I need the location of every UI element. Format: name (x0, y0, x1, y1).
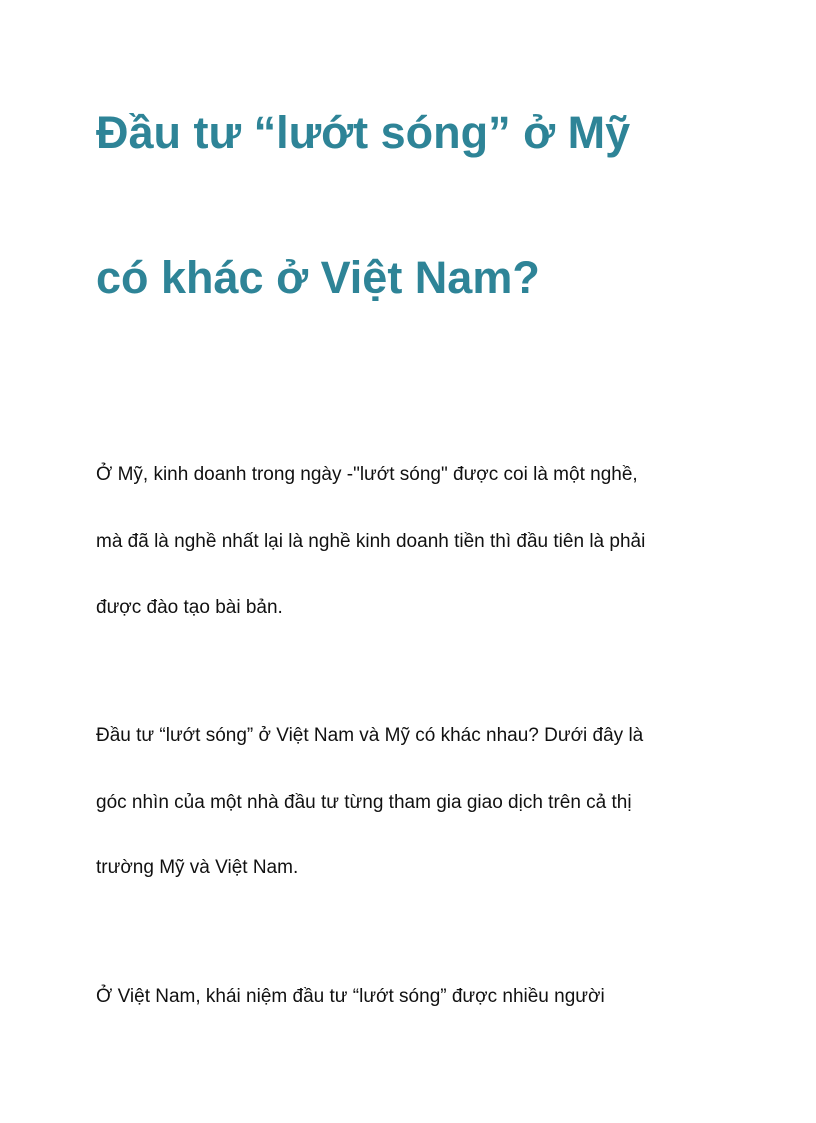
paragraph-1-line-1: Ở Mỹ, kinh doanh trong ngày -"lướt sóng" được coi là một nghề, (96, 464, 638, 485)
paragraph-1-line-2: mà đã là nghề nhất lại là nghề kinh doanh tiền thì đầu tiên là phải (96, 531, 646, 552)
paragraph-2-line-1: Đầu tư “lướt sóng” ở Việt Nam và Mỹ có khác nhau? Dưới đây là (96, 725, 644, 746)
paragraph-1-line-3: được đào tạo bài bản. (96, 597, 283, 618)
document-title-line-2: có khác ở Việt Nam? (96, 252, 540, 303)
paragraph-2-line-2: góc nhìn của một nhà đầu tư từng tham gia giao dịch trên cả thị (96, 792, 632, 813)
document-title-line-1: Đầu tư “lướt sóng” ở Mỹ (96, 107, 631, 158)
paragraph-3-line-1: Ở Việt Nam, khái niệm đầu tư “lướt sóng” được nhiều người (96, 986, 605, 1007)
paragraph-2-line-3: trường Mỹ và Việt Nam. (96, 857, 299, 878)
